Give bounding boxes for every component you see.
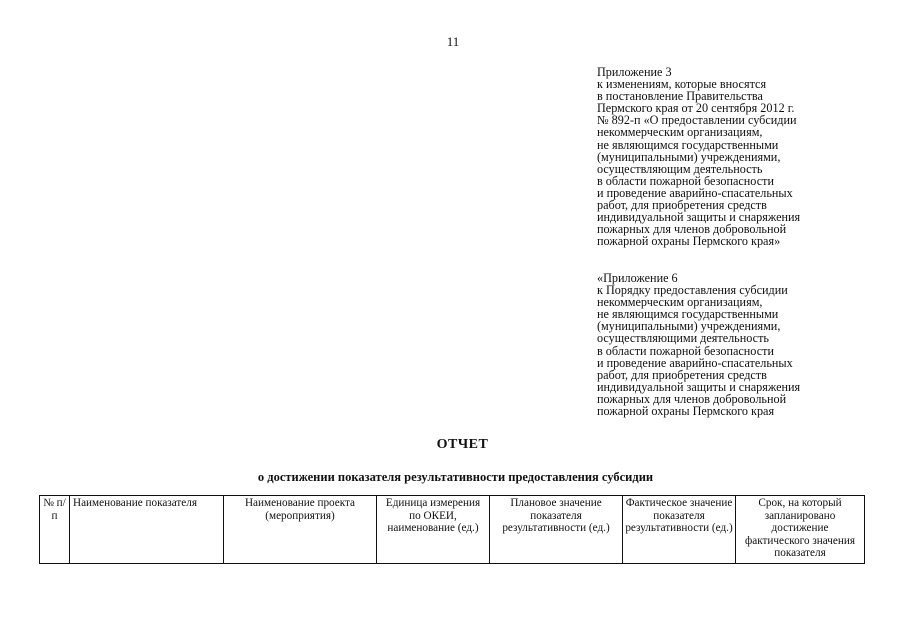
appendix-3-line: № 892-п «О предоставлении субсидии — [597, 113, 797, 128]
column-header-deadline: Срок, на который запланировано достижение фактического значения показателя — [736, 496, 865, 564]
appendix-3-line: (муниципальными) учреждениями, — [597, 149, 781, 164]
appendix-3-line: пожарной охраны Пермского края» — [597, 234, 781, 249]
appendix-3-line: индивидуальной защиты и снаряжения — [597, 210, 801, 225]
appendix-6-line: некоммерческим организациям, — [597, 295, 763, 310]
report-table — [39, 495, 865, 564]
appendix-3-line: к изменениям, которые вносятся — [597, 77, 767, 92]
appendix-6-line: и проведение аварийно-спасательных — [597, 355, 793, 370]
report-title-text: ОТЧЕТ — [436, 437, 489, 452]
appendix-6-line: осуществляющими деятельность — [597, 331, 769, 346]
appendix-6-line: не являющимся государственными — [597, 307, 779, 322]
appendix-3-line: некоммерческим организациям, — [597, 125, 763, 140]
appendix-6-line: пожарной охраны Пермского края — [597, 404, 775, 419]
column-header-project-name: Наименование проекта (мероприятия) — [224, 496, 377, 564]
column-header-indicator-name: Наименование показателя — [70, 496, 224, 564]
appendix-3-line: не являющимся государственными — [597, 137, 779, 152]
appendix-3-line: Пермского края от 20 сентября 2012 г. — [597, 101, 795, 116]
table-header-row — [40, 496, 865, 564]
column-header-planned-value: Плановое значение показателя результативности (ед.) — [490, 496, 623, 564]
appendix-6-line: к Порядку предоставления субсидии — [597, 283, 788, 298]
report-subtitle-text: о достижении показателя результативности предоставления субсидии — [257, 470, 654, 484]
column-header-number: № п/п — [40, 496, 70, 564]
report-subtitle — [0, 470, 905, 485]
appendix-6-line: (муниципальными) учреждениями, — [597, 319, 781, 334]
appendix-3-line: в области пожарной безопасности — [597, 173, 774, 188]
appendix-6-line: пожарных для членов добровольной — [597, 391, 787, 406]
appendix-3-line: осуществляющим деятельность — [597, 161, 763, 176]
appendix-3-line: в постановление Правительства — [597, 89, 763, 104]
appendix-3-line: пожарных для членов добровольной — [597, 222, 787, 237]
appendix-3-line: и проведение аварийно-спасательных — [597, 185, 793, 200]
appendix-3-heading — [597, 66, 857, 247]
column-header-unit: Единица измерения по ОКЕИ, наименование (ед.) — [377, 496, 490, 564]
appendix-3-line: работ, для приобретения средств — [597, 198, 767, 213]
appendix-6-line: индивидуальной защиты и снаряжения — [597, 379, 801, 394]
page-number: 11 — [446, 34, 460, 49]
appendix-6-line: работ, для приобретения средств — [597, 367, 767, 382]
appendix-3-line: Приложение 3 — [597, 65, 672, 79]
appendix-6-heading — [597, 272, 857, 417]
appendix-6-line: «Приложение 6 — [597, 271, 678, 285]
appendix-6-line: в области пожарной безопасности — [597, 343, 774, 358]
report-title — [0, 437, 905, 453]
column-header-actual-value: Фактическое значение показателя результативности (ед.) — [623, 496, 736, 564]
